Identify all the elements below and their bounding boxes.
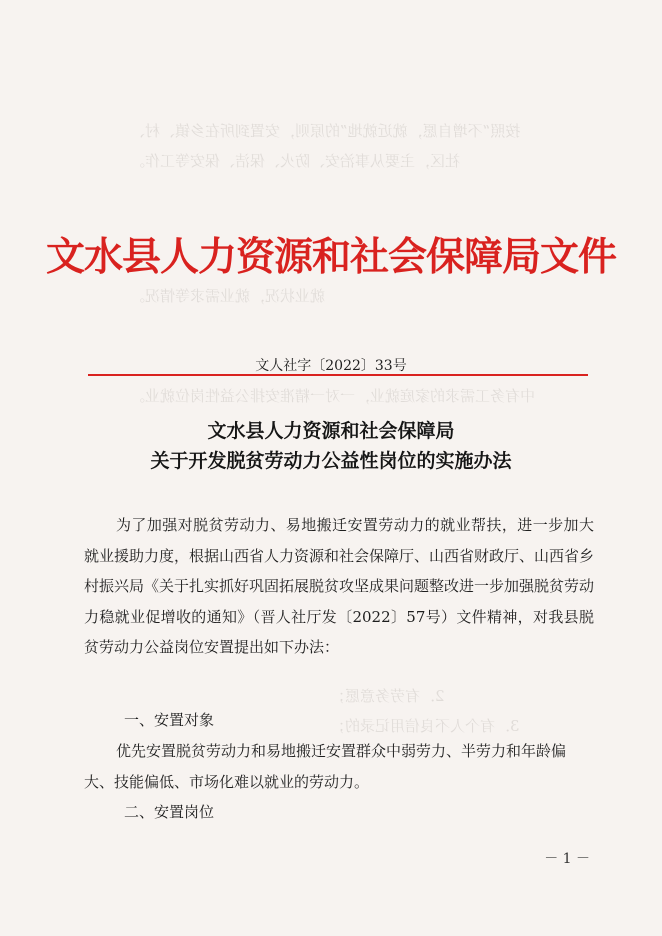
document-header: 文水县人力资源和社会保障局文件 [45, 234, 616, 280]
bleed-through-decoration: 社区，主要从事治安、防火、保洁、保安等工作。 [130, 152, 461, 170]
document-title-line1: 文水县人力资源和社会保障局 [207, 420, 455, 442]
section-heading-1: 一、安置对象 [124, 711, 215, 729]
bleed-through-decoration: 就业状况，就业需求等情况。 [130, 287, 326, 305]
document-number: 文人社字〔2022〕33号 [255, 358, 407, 374]
section-1-paragraph: 优先安置脱贫劳动力和易地搬迁安置群众中弱劳力、半劳力和年龄偏大、技能偏低、市场化难以就业的劳动力。 [84, 742, 567, 791]
intro-paragraph: 为了加强对脱贫劳动力、易地搬迁安置劳动力的就业帮扶，进一步加大就业援助力度，根据山西省人力资源和社会保障厅、山西省财政厅、山西省乡村振兴局《关于扎实抓好巩固拓展脱贫攻坚成果问题整改进一步加强脱贫劳动力稳就业促增收的通知》（晋人社厅发〔2022〕57号）文件精神，对我县脱贫劳动力公益岗位安置提出如下办法： [84, 516, 595, 656]
page-number: － 1 － [544, 851, 590, 867]
section-heading-2: 二、安置岗位 [124, 803, 215, 821]
bleed-through-decoration: 中有务工需求的家庭就业，一对一精准安排公益性岗位就业。 [130, 387, 536, 405]
bleed-through-decoration: 3．有个人不良信用记录的； [330, 717, 520, 735]
bleed-through-decoration: 按照“不增自愿，就近就地”的原则，安置到所在乡镇、村、 [130, 122, 521, 140]
bleed-through-decoration: 2．有劳务意愿； [330, 687, 445, 705]
red-separator-line [88, 374, 588, 376]
document-title-line2: 关于开发脱贫劳动力公益性岗位的实施办法 [150, 450, 512, 472]
